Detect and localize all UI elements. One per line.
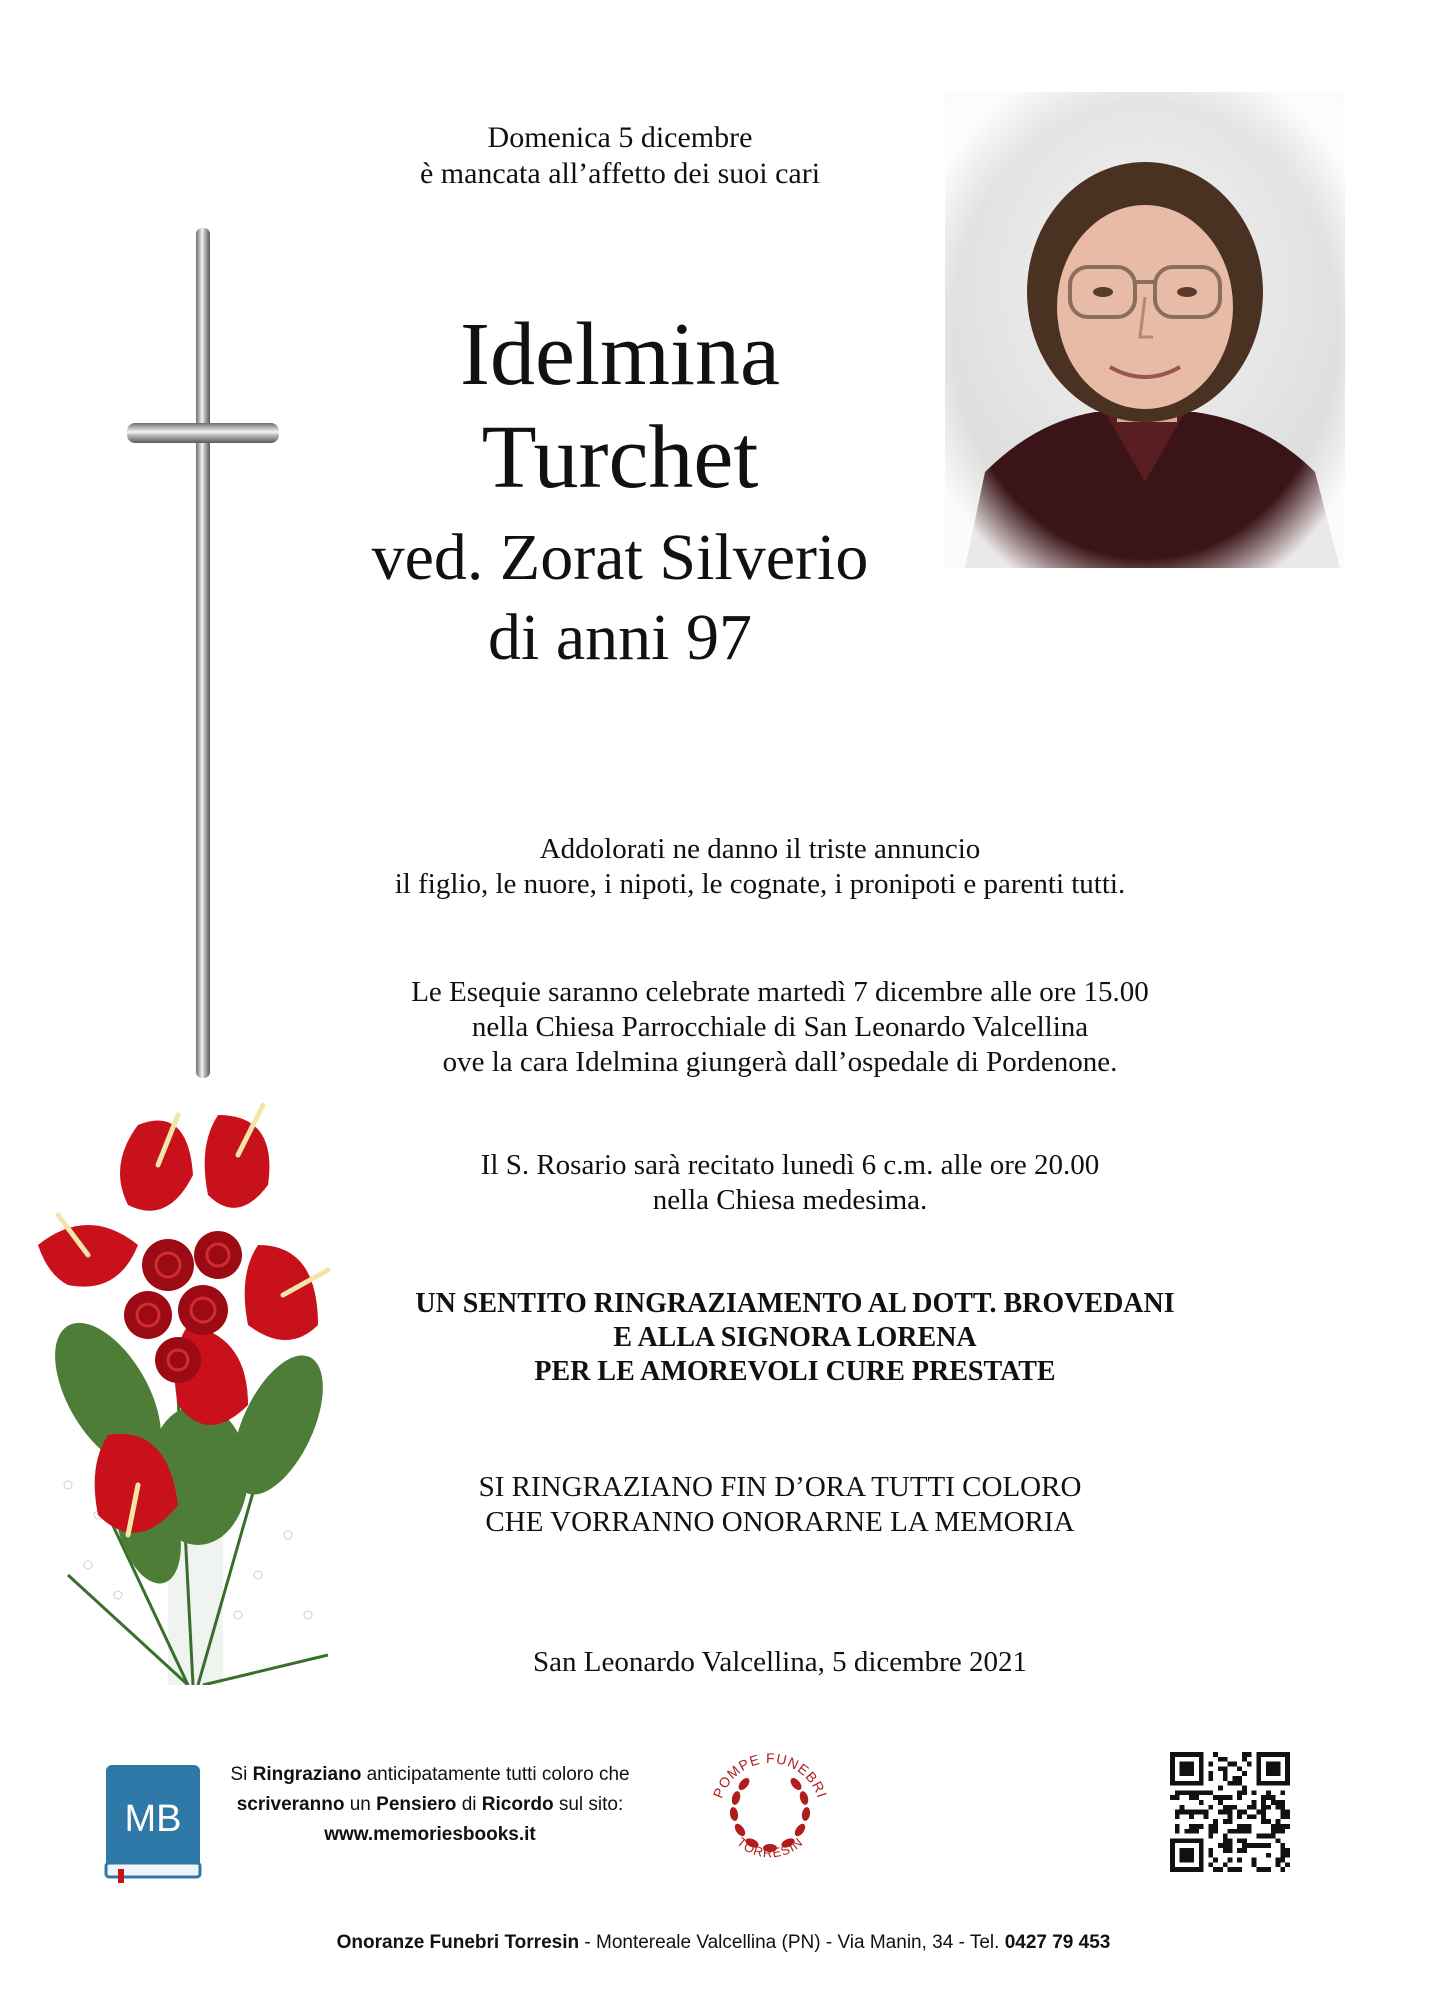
deceased-age: di anni 97 — [488, 601, 752, 674]
funeral-line-2: nella Chiesa Parrocchiale di San Leonardo Valcellina — [471, 1011, 1089, 1043]
announcement-line-2: il figlio, le nuore, i nipoti, le cognate, i pronipoti e parenti tutti. — [394, 868, 1126, 900]
intro-text — [300, 120, 940, 192]
cross-icon — [125, 228, 285, 1078]
place-date: San Leonardo Valcellina, 5 dicembre 2021 — [533, 1646, 1027, 1678]
qr-finder-pattern — [1180, 1848, 1194, 1862]
mb-line-1: Si Ringraziano anticipatamente tutti coloro che — [230, 1764, 630, 1785]
footer-address: - Montereale Valcellina (PN) - Via Manin, 34 - Tel. — [579, 1932, 1005, 1953]
memoriesbooks-url[interactable]: www.memoriesbooks.it — [324, 1824, 536, 1845]
special-thanks-line-2: E ALLA SIGNORA LORENA — [613, 1322, 977, 1353]
funeral-line-3: ove la cara Idelmina giungerà dall’ospedale di Pordenone. — [442, 1046, 1118, 1078]
qr-code[interactable] — [1170, 1752, 1290, 1872]
funeral-line-1: Le Esequie saranno celebrate martedì 7 dicembre alle ore 15.00 — [411, 976, 1149, 1008]
torresin-logo — [700, 1738, 840, 1888]
rosary-line-2: nella Chiesa medesima. — [652, 1184, 928, 1216]
qr-finder-pattern — [1266, 1762, 1280, 1776]
intro-line-2: è mancata all’affetto dei suoi cari — [419, 157, 821, 190]
portrait-photo — [945, 92, 1345, 568]
intro-line-1: Domenica 5 dicembre — [487, 121, 753, 154]
footer-phone: 0427 79 453 — [1004, 1932, 1111, 1953]
footer-company: Onoranze Funebri Torresin — [336, 1932, 580, 1953]
torresin-bottom-text: TORRESIN — [734, 1834, 806, 1861]
general-thanks — [380, 1470, 1180, 1540]
general-thanks-line-1: SI RINGRAZIANO FIN D’ORA TUTTI COLORO — [478, 1471, 1082, 1503]
mb-line-2: scriveranno un Pensiero di Ricordo sul sito: — [236, 1794, 624, 1815]
mb-logo-text: MB — [124, 1798, 182, 1840]
announcement-text — [320, 832, 1200, 902]
deceased-last-name: Turchet — [481, 408, 759, 507]
special-thanks — [330, 1287, 1260, 1389]
memoriesbooks-message — [210, 1760, 650, 1850]
qr-finder-pattern — [1180, 1762, 1194, 1776]
funeral-info — [340, 975, 1220, 1080]
rosary-line-1: Il S. Rosario sarà recitato lunedì 6 c.m. alle ore 20.00 — [480, 1149, 1100, 1181]
special-thanks-line-1: UN SENTITO RINGRAZIAMENTO AL DOTT. BROVEDANI — [415, 1288, 1175, 1319]
flower-bouquet-image — [28, 1095, 358, 1685]
memoriesbooks-logo — [104, 1765, 202, 1883]
announcement-line-1: Addolorati ne danno il triste annuncio — [539, 833, 981, 865]
rosary-info — [420, 1148, 1160, 1218]
deceased-first-name: Idelmina — [460, 305, 780, 404]
widow-of: ved. Zorat Silverio — [371, 521, 869, 594]
torresin-top-text: POMPE FUNEBRI — [709, 1749, 831, 1801]
svg-text:POMPE FUNEBRI — [710, 1750, 831, 1800]
footer-contact — [0, 1932, 1447, 1954]
svg-text:TORRESIN — [734, 1834, 806, 1860]
general-thanks-line-2: CHE VORRANNO ONORARNE LA MEMORIA — [485, 1506, 1075, 1538]
special-thanks-line-3: PER LE AMOREVOLI CURE PRESTATE — [534, 1356, 1056, 1387]
